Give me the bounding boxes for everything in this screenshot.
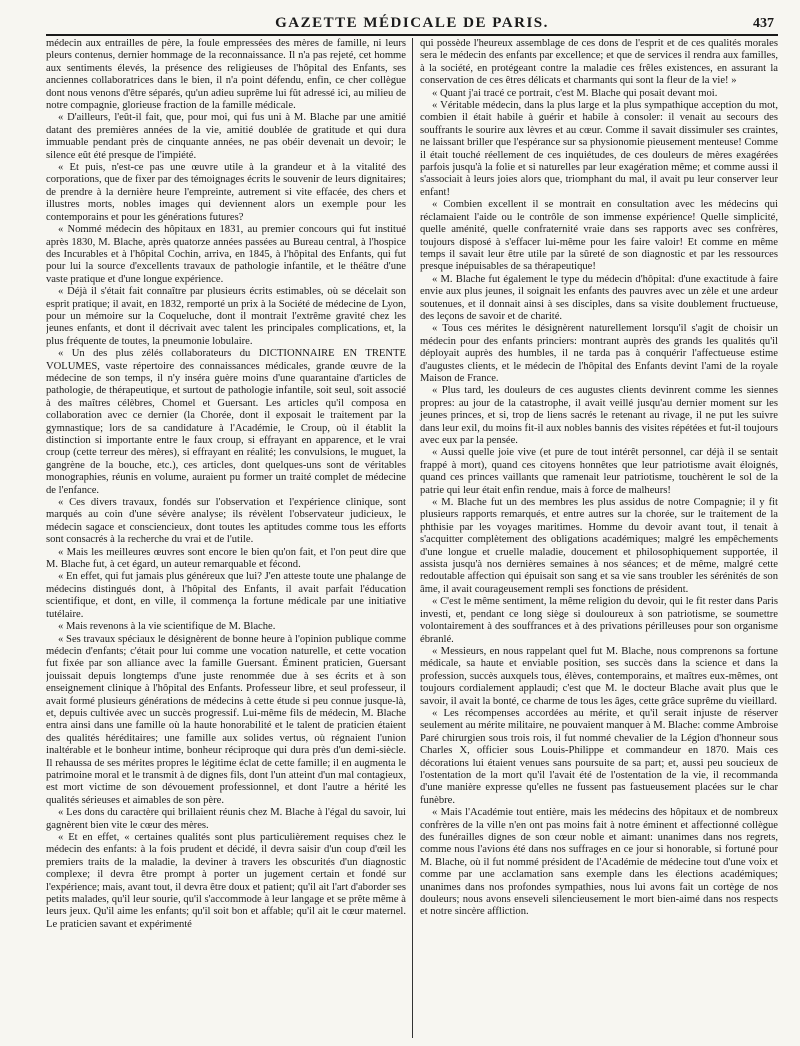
paragraph: médecin aux entrailles de père, la foule empressées des mères de famille, ni leurs pleurs contenus, dernier hommage de la reconnaissance. Il n'a pas rejeté, cet homme aux sentiments élevés, la présence des religieuses de l'hôpital des Enfants, ses anciennes collaboratrices dans le bien, il n'a point défendu, enfin, ce cher collègue dont nous venons d'être séparés, qu'un adieu suprême lui fût adressé ici, au milieu de notre compagnie, glorieuse fraction de la famille médicale. xyxy=(46,38,406,112)
right-column xyxy=(413,38,778,1038)
paragraph: « Ses travaux spéciaux le désignèrent de bonne heure à l'opinion publique comme médecin d'enfants; c'était pour lui comme une vocation naturelle, et cette vocation fut fixée par son alliance avec la famille Guersant. Éminent praticien, Guersant jouissait depuis longtemps d'une juste renommée due à ses écrits et à son enseignement clinique à l'hôpital des Enfants. Professeur libre, et seul professeur, il avait formé plusieurs générations de médecins à cette étude si peu connue jusque-là, et, depuis cultivée avec un succès progressif. Lui-même fils de médecin, M. Blache entra ainsi dans une famille où la haute honorabilité et le talent de praticien étaient des qualités héréditaires; une famille aux solides vertus, où régnaient l'union inaltérable et le bonheur intime, bonheur réciproque qui dura près d'un demi-siècle. Il rehaussa de ses mérites propres le légitime éclat de cette famille; il en augmenta le patrimoine moral et le transmit à de dignes fils, dont l'un atteint d'un mal contagieux, est mort victime de son dévouement professionnel, et dont l'autre a hérité les qualités sérieuses et aimables de son père. xyxy=(46,633,406,806)
paragraph: « Mais revenons à la vie scientifique de M. Blache. xyxy=(58,621,276,633)
paragraph: « En effet, qui fut jamais plus généreux que lui? J'en atteste toute une phalange de médecins distingués dont, à l'hôpital des Enfants, il avait parfait l'éducation scientifique, et dont, en ville, il commença la fortune médicale par une initiative tutélaire. xyxy=(46,571,406,620)
text-columns xyxy=(46,38,778,1038)
paragraph: « Combien excellent il se montrait en consultation avec les médecins qui réclamaient l'aide ou le contrôle de son immense expérience! Quelle simplicité, quelle aménité, quelle confraternité vraie dans ses rapports avec ses confrères, toujours disposé à s'effacer lui-même pour les faire valoir! Et comme en même temps il savait leur être utile par la sûreté de son diagnostic et par les ressources presque inépuisables de sa thérapeutique! xyxy=(420,199,778,273)
paragraph: « Nommé médecin des hôpitaux en 1831, au premier concours qui fut institué après 1830, M. Blache, après quatorze années passées au Bureau central, à l'hospice des Incurables et à l'hôpital Cochin, arriva, en 1845, à l'hôpital des Enfants, qui fut pour lui la source d'excellents travaux de pathologie infantile, et le théâtre d'une vaste pratique et d'une longue expérience. xyxy=(46,224,406,285)
paragraph: « Mais l'Académie tout entière, mais les médecins des hôpitaux et de nombreux confrères de la ville n'en ont pas moins fait à notre éminent et affectionné collègue des funérailles dignes de son cœur noble et aimant: unanimes dans nos regrets, comme nous l'avions été dans nos suffrages en ce jour si honorable, si fortuné pour M. Blache, où il fut nommé président de l'Académie de médecine tout d'une voix et comme par une acclamation sans exemple dans les élections académiques; unanimes dans nos profondes sympathies, nous lui avons fait un cortège de nos douleurs; nous avons enseveli silencieusement le mort bien-aimé dans nos respects et notre sincère affliction. xyxy=(420,807,778,918)
paragraph: « Les récompenses accordées au mérite, et qu'il serait injuste de réserver seulement au mérite militaire, ne pouvaient manquer à M. Blache: comme Ambroise Paré chirurgien sous trois rois, il fut nommé chevalier de la Légion d'honneur sous Charles X, officier sous Louis-Philippe et commandeur en 1870. Mais ces décorations lui étaient venues sans poursuite de sa part; et, aussi peu soucieux de l'ostentation de la mort qu'il l'avait été de l'ostentation de la vie, il recommanda d'une manière expresse qu'elles ne fussent pas fastueusement placées sur le char funèbre. xyxy=(420,707,778,806)
paragraph: « Les dons du caractère qui brillaient réunis chez M. Blache à l'égal du savoir, lui gagnèrent bien vite le cœur des mères. xyxy=(46,807,406,831)
journal-title: GAZETTE MÉDICALE DE PARIS. xyxy=(275,15,549,31)
paragraph: « Plus tard, les douleurs de ces augustes clients devinrent comme les siennes propres: au jour de la catastrophe, il avait veillé jusqu'au dernier moment sur les jeunes princes, et si, trop de liens sacrés le retenant au rivage, il ne put les suivre dans leur exil, du moins fit-il aux nobles bannis des visites répétées et fut-il toujours avec eux par la pensée. xyxy=(420,385,778,446)
paragraph: « Déjà il s'était fait connaître par plusieurs écrits estimables, où se décelait son esprit pratique; il avait, en 1832, remporté un prix à la Société de médecine de Lyon, pour un mémoire sur la Coqueluche, dont il montrait l'extrême gravité chez les jeunes enfants, et dont il décrivait avec talent les principales complications, et, la plus fréquente de toutes, la pneumonie lobulaire. xyxy=(46,286,406,347)
paragraph: « D'ailleurs, l'eût-il fait, que, pour moi, qui fus uni à M. Blache par une amitié datant des premières années de la vie, amitié doublée de gratitude et qui dura immuable pendant près de cinquante années, ne pas obéir devenait un devoir; le silence eût été presque de l'impiété. xyxy=(46,112,406,161)
paragraph: « Mais les meilleures œuvres sont encore le bien qu'on fait, et l'on peut dire que M. Blache fut, à cet égard, un auteur remarquable et fécond. xyxy=(46,546,406,571)
page-number: 437 xyxy=(753,16,774,31)
paragraph: « Messieurs, en nous rappelant quel fut M. Blache, nous comprenons sa fortune médicale, sa haute et enviable position, ses succès dans la science et dans la profession, succès auxquels tous, élèves, contemporains, et maîtres eux-mêmes, ont toujours cordialement applaudi; c'est que M. le docteur Blache avait plus que le savoir, il avait la bonté, ce charme de tous les âges, cette grâce suprême du vieillard. xyxy=(420,645,778,707)
paragraph: « Ces divers travaux, fondés sur l'observation et l'expérience clinique, sont marqués au coin d'une sévère analyse; ils révèlent l'observateur judicieux, le médecin sagace et consciencieux, dont toutes les aptitudes comme tous les efforts sont consacrés à la recherche du vrai et de l'utile. xyxy=(46,497,406,546)
paragraph: qui possède l'heureux assemblage de ces dons de l'esprit et de ces qualités morales sera le médecin des enfants par excellence; et que de services il rendra aux familles, à la société, en protégeant contre la maladie ces frêles existences, en assurant la conservation de ces êtres délicats et charmants qui sont la fleur de la vie! » xyxy=(420,38,778,87)
paragraph: « Tous ces mérites le désignèrent naturellement lorsqu'il s'agit de choisir un médecin pour des enfants princiers: montrant auprès des grands les qualités qu'il déployait auprès des humbles, il ne tarda pas à conquérir l'affectueuse estime d'augustes clients, et le médecin de l'hôpital des Enfants devint l'ami de la royale Maison de France. xyxy=(420,323,778,384)
paragraph: « C'est le même sentiment, la même religion du devoir, qui le fit rester dans Paris investi, et, pendant ce long siège si douloureux à son patriotisme, se soumettre volontairement à des souffrances et à des privations périlleuses pour son organisme ébranlé. xyxy=(420,596,778,645)
paragraph: « Et puis, n'est-ce pas une œuvre utile à la grandeur et à la vitalité des corporations, que de fixer par des témoignages écrits le souvenir de leurs dignitaires; de prendre à la dernière heure l'empreinte, autrement si vite effacée, des chers et illustres morts, nobles images qui deviennent alors un exemple pour les contemporains et pour les générations futures? xyxy=(46,162,406,223)
paragraph: « Un des plus zélés collaborateurs du DICTIONNAIRE EN TRENTE VOLUMES, vaste répertoire des connaissances médicales, grande œuvre de la médecine de son temps, il n'y inséra guère moins d'une quarantaine d'articles de pathologie, de thérapeutique, et surtout de pathologie infantile, soit seul, soit associé à des maîtres célèbres, Chomel et Guersant. Les articles qu'il composa en collaboration avec ce dernier (la Chorée, dont il exposait le traitement par la gymnastique; lors de sa candidature à l'Académie, le Croup, où il établit la distinction si importante entre le faux croup, si effrayant en apparence, et le vrai croup (cette terreur des mères), si effrayant en réalité; les convulsions, le muguet, la gangrène de la bouche, etc.), ces articles, dont quelques-uns sont de véritables monographies, réunis en volume, auraient pu former un traité complet de médecine de l'enfance. xyxy=(46,348,406,496)
page-header xyxy=(46,0,778,36)
paragraph: « M. Blache fut un des membres les plus assidus de notre Compagnie; il y fit plusieurs rapports remarqués, et entre autres sur la chorée, sur le traitement de la phthisie par les voyages maritimes. Homme du devoir avant tout, il tenait à s'acquitter complètement des obligations académiques; malgré les empêchements d'une longue et cruelle maladie, doucement et philosophiquement supportée, il assista jusqu'à nos dernières semaines à nos séances; et de même, malgré cette redoutable affection qui épuisait son sang et sa vie sans troubler les sérénités de son âme, il avait courageusement rempli ses fonctions de président. xyxy=(420,497,778,595)
paragraph: « Aussi quelle joie vive (et pure de tout intérêt personnel, car déjà il se sentait frappé à mort), quand ces citoyens honnêtes que leur patriotisme avait éloignés, quand ces princes vaillants que ramenait leur patriotisme, touchèrent le sol de la patrie qui leur était enfin rendue, mais à force de malheurs! xyxy=(420,447,778,496)
paragraph: « M. Blache fut également le type du médecin d'hôpital: d'une exactitude à faire envie aux plus jeunes, il soignait les enfants des pauvres avec un zèle et une ardeur soutenues, et il donnait ainsi à ses disciples, dans sa visite doublement fructueuse, des leçons de savoir et de charité. xyxy=(420,273,778,322)
paragraph: « Quant j'ai tracé ce portrait, c'est M. Blache qui posait devant moi. xyxy=(432,87,718,99)
paragraph: « Véritable médecin, dans la plus large et la plus sympathique acception du mot, combien il était habile à guérir et habile à consoler: il venait au secours des souffrants le sourire aux lèvres et au cœur. Comme il savait dissimuler ses craintes, ne laissant briller que l'espérance sur sa physionomie pieusement menteuse! Comme il était touché réellement de ces inquiétudes, de ces douleurs de mères exagérées parfois jusqu'à la folie et si naturelles par leur exagération même; et comme aussi il s'associait à leurs joies alors que, triomphant du mal, il avait pu leur conserver leur enfant! xyxy=(420,100,778,198)
left-column xyxy=(46,38,413,1038)
paragraph: « Et en effet, « certaines qualités sont plus particulièrement requises chez le médecin des enfants: à la fois prudent et décidé, il devra saisir d'un coup d'œil les premiers traits de la maladie, la deviner à travers les obscurités d'un diagnostic complexe; il devra être prompt à porter un jugement certain et fondé sur l'expérience; mais, avant tout, il devra être doux et patient; qu'il ait l'art d'aborder ses petits malades, qu'il leur sourie, qu'il s'accommode à leur langage et se prête même à leurs jeux. Qu'il aime les enfants; qu'il soit bon et affable; qu'il ait le cœur maternel. Le praticien savant et expérimenté xyxy=(46,832,406,930)
